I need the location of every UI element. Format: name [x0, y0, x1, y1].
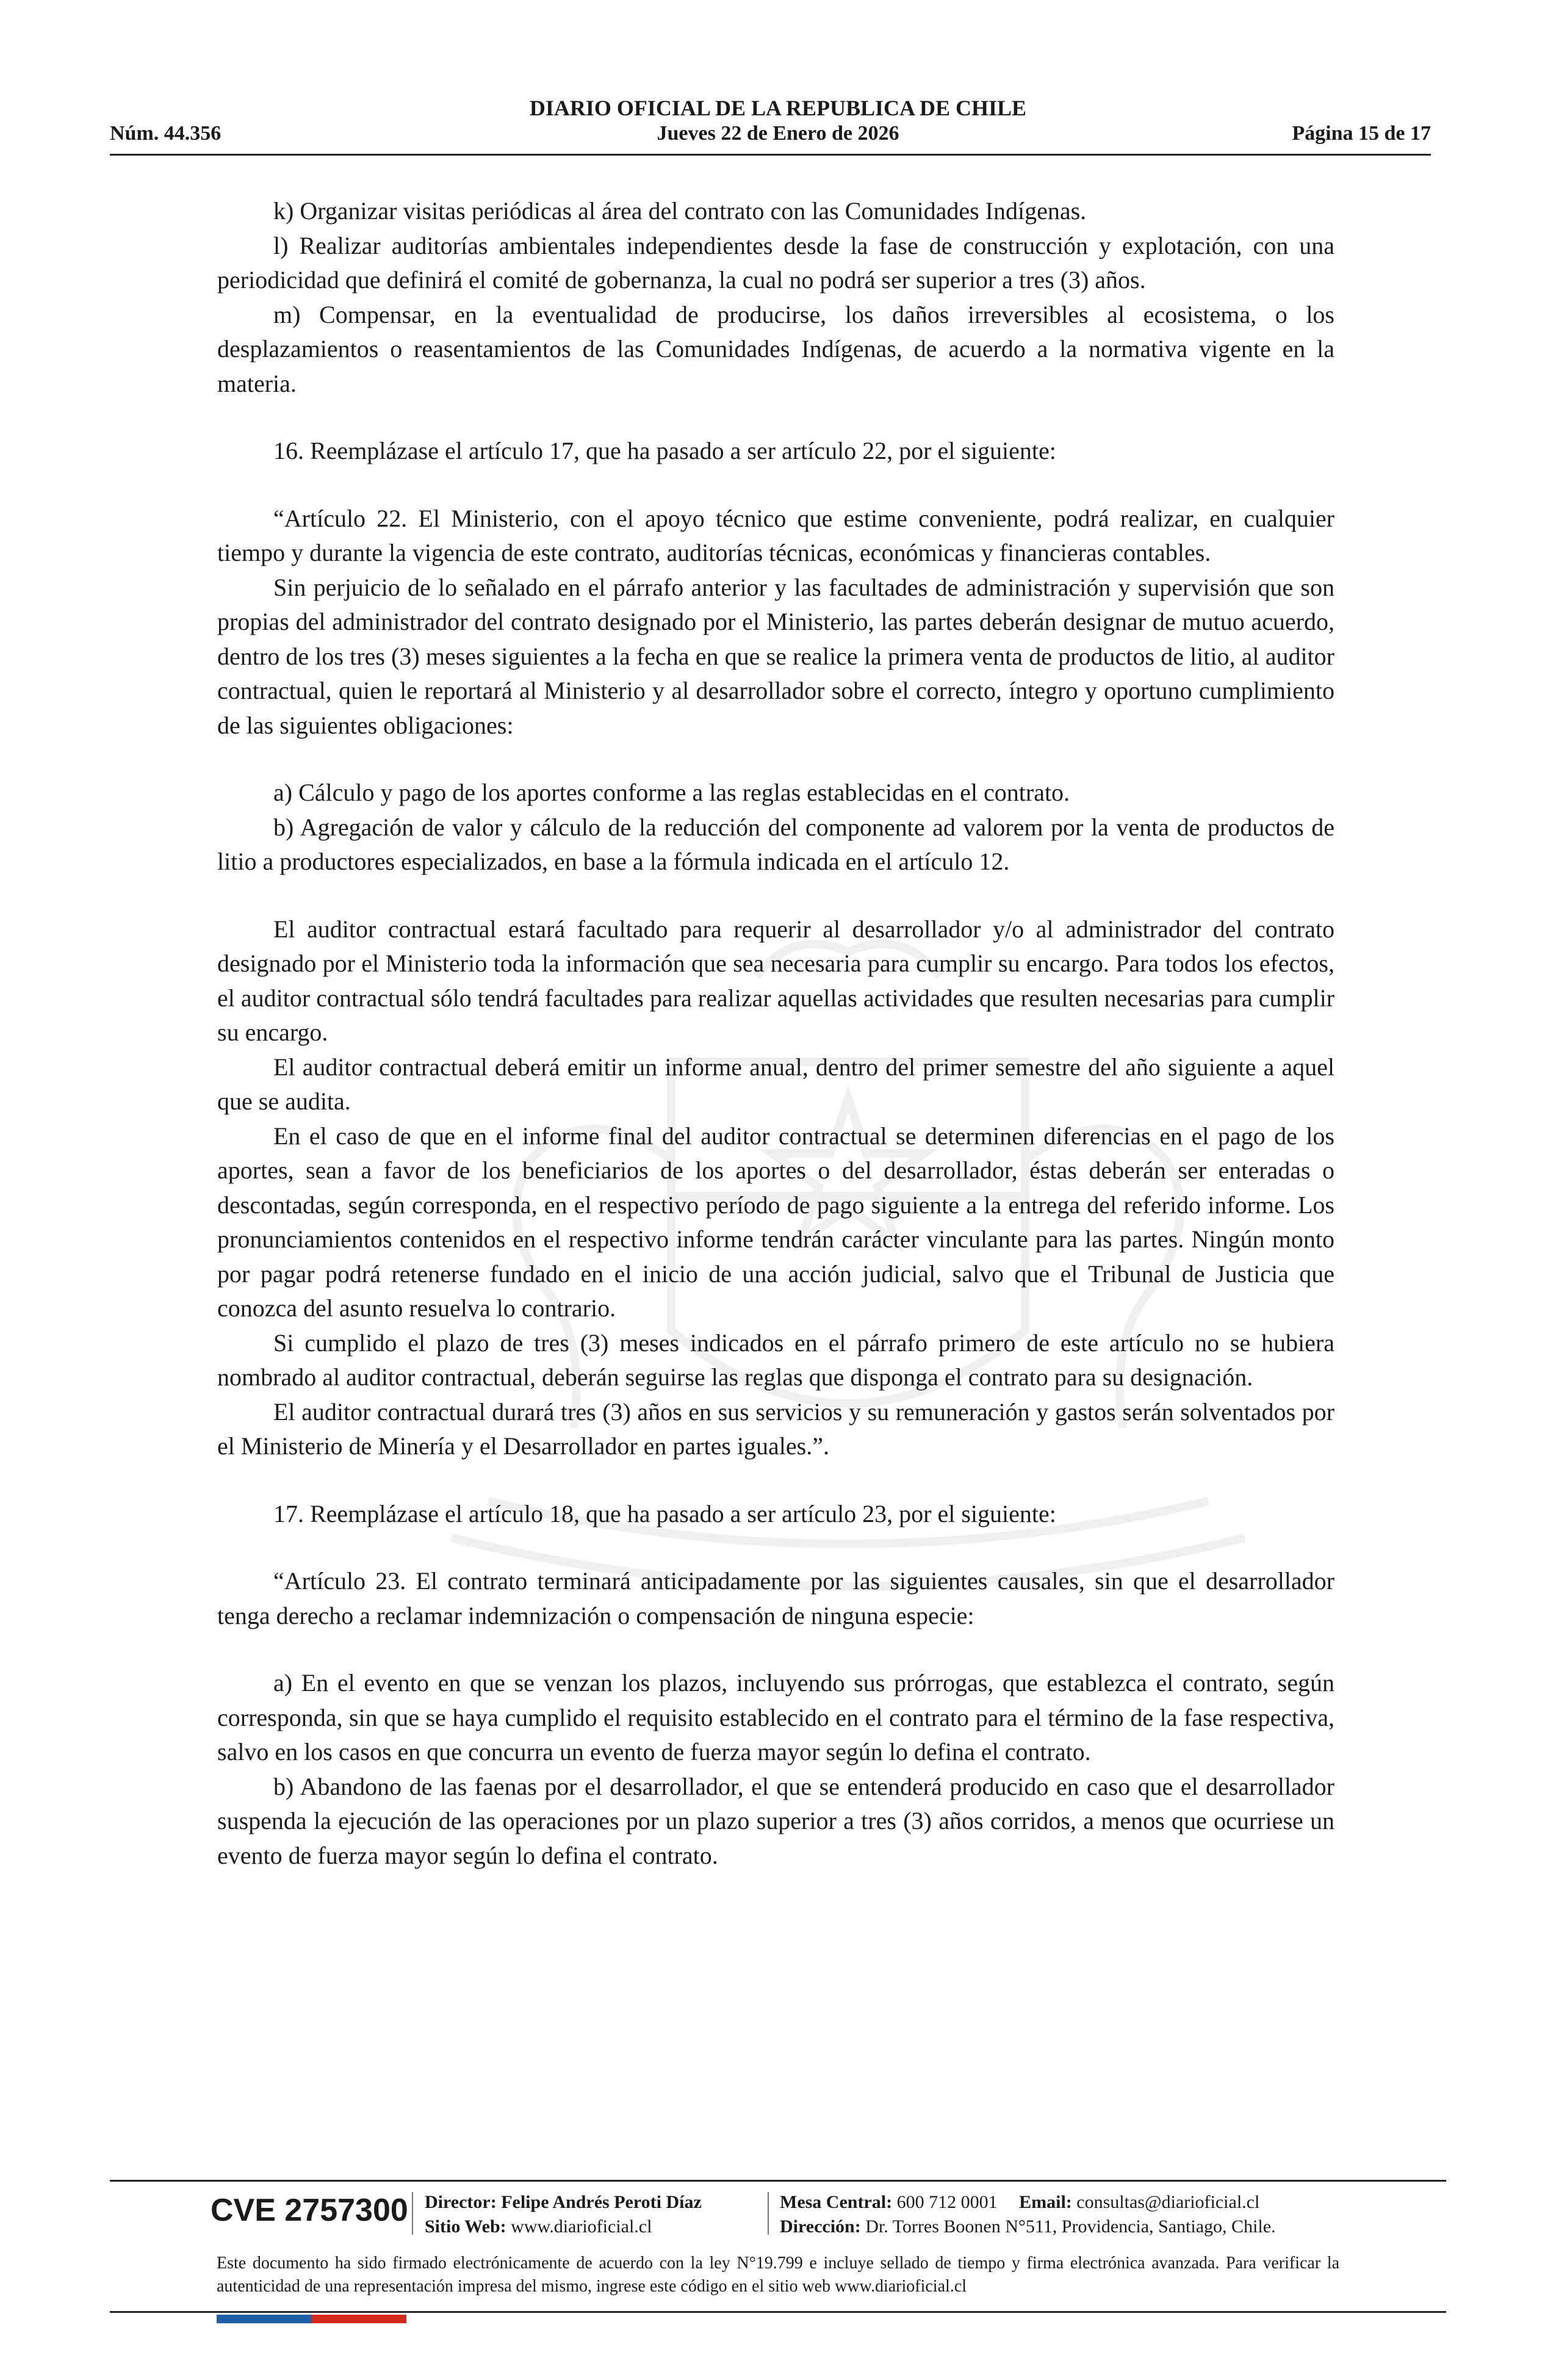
flag-bar-red — [311, 2315, 406, 2323]
email-link[interactable]: consultas@diarioficial.cl — [1076, 2192, 1260, 2212]
paragraph-item-k: k) Organizar visitas periódicas al área del contrato con las Comunidades Indígenas. — [273, 197, 1087, 225]
website-link[interactable]: www.diarioficial.cl — [511, 2216, 652, 2237]
article-23-item-a: a) En el evento en que se venzan los plazos, incluyendo sus prórrogas, que establezca el contrato, según corresponda, sin que se haya cumplido el requisito establecido en el contrato para el término de la fase respectiva, salvo en los casos en que concurra un evento de fuerza mayor según lo defina el contrato. — [217, 1669, 1334, 1765]
article-23-intro: “Artículo 23. El contrato terminará anticipadamente por las siguientes causales, sin que el desarrollador tenga derecho a reclamar indemnización o compensación de ninguna especie: — [217, 1567, 1334, 1629]
article-22-paragraph: En el caso de que en el informe final del auditor contractual se determinen diferencias en el pago de los aportes, sean a favor de los beneficiarios de los aportes o del desarrollador, éstas deberán ser enteradas o descontadas, según corresponda, en el respectivo período de pago siguiente a la entrega del referido informe. Los pronunciamientos contenidos en el respectivo informe tendrán carácter vinculante para las partes. Ningún monto por pagar podrá retenerse fundado en el inicio de una acción judicial, salvo que el Tribunal de Justicia que conozca del asunto resuelva lo contrario. — [217, 1122, 1334, 1322]
footer-divider — [768, 2192, 769, 2235]
article-22-item-b: b) Agregación de valor y cálculo de la reducción del componente ad valorem por la venta de productos de litio a productores especializados, en base a la fórmula indicada en el artículo 12. — [217, 813, 1334, 875]
footer-address — [780, 2216, 1276, 2237]
phone-value: 600 712 0001 — [896, 2192, 998, 2212]
article-22-item-a: a) Cálculo y pago de los aportes conforme a las reglas establecidas en el contrato. — [273, 779, 1070, 806]
director-label: Director: — [425, 2192, 497, 2212]
article-22-paragraph: El auditor contractual durará tres (3) años en sus servicios y su remuneración y gastos serán solventados por el Ministerio de Minería y el Desarrollador en partes iguales.”. — [217, 1397, 1334, 1460]
article-22-paragraph: El auditor contractual deberá emitir un informe anual, dentro del primer semestre del año siguiente a aquel que se audita. — [217, 1053, 1334, 1115]
footer-website — [425, 2216, 652, 2237]
article-22-paragraph: El auditor contractual estará facultado para requerir al desarrollador y/o al administrador del contrato designado por el Ministerio toda la información que sea necesaria para cumplir su encargo. Para todos los efectos, el auditor contractual sólo tendrá facultades para realizar aquellas actividades que resulten necesarias para cumplir su encargo. — [217, 915, 1334, 1046]
issue-number: Núm. 44.356 — [110, 122, 222, 145]
amendment-17: 17. Reemplázase el artículo 18, que ha pasado a ser artículo 23, por el siguiente: — [273, 1499, 1056, 1527]
gazette-title: DIARIO OFICIAL DE LA REPUBLICA DE CHILE — [529, 96, 1027, 120]
issue-date: Jueves 22 de Enero de 2026 — [657, 122, 899, 145]
document-body — [217, 194, 1334, 1873]
address-value: Dr. Torres Boonen N°511, Providencia, Santiago, Chile. — [865, 2216, 1276, 2237]
article-22-intro: “Artículo 22. El Ministerio, con el apoyo técnico que estime conveniente, podrá realizar, en cualquier tiempo y durante la vigencia de este contrato, auditorías técnicas, económicas y financieras contables. — [217, 504, 1334, 566]
footer-divider — [412, 2192, 413, 2235]
address-label: Dirección: — [780, 2216, 861, 2237]
footer-contact — [780, 2192, 1259, 2213]
header-rule — [110, 154, 1431, 156]
footer-bottom-rule — [110, 2311, 1446, 2313]
flag-bar-blue — [217, 2315, 311, 2323]
paragraph-item-l: l) Realizar auditorías ambientales independientes desde la fase de construcción y explotación, con una periodicidad que definirá el comité de gobernanza, la cual no podrá ser superior a tres (3) años. — [217, 231, 1334, 294]
website-label: Sitio Web: — [425, 2216, 506, 2237]
page-number: Página 15 de 17 — [1292, 122, 1431, 145]
amendment-16: 16. Reemplázase el artículo 17, que ha pasado a ser artículo 22, por el siguiente: — [273, 437, 1056, 464]
cve-code: CVE 2757300 — [211, 2193, 408, 2228]
phone-label: Mesa Central: — [780, 2192, 893, 2212]
footer-director — [425, 2192, 702, 2213]
footer-top-rule — [110, 2180, 1446, 2182]
article-22-paragraph: Si cumplido el plazo de tres (3) meses indicados en el párrafo primero de este artículo no se hubiera nombrado al auditor contractual, deberán seguirse las reglas que disponga el contrato para su designación. — [217, 1329, 1334, 1391]
signature-notice: Este documento ha sido firmado electrónicamente de acuerdo con la ley N°19.799 e incluye sellado de tiempo y firma electrónica avanzada. Para verificar la autenticidad de una representación impresa del mismo, ingrese este código en el sitio web www.diarioficial.cl — [217, 2254, 1339, 2296]
article-22-paragraph: Sin perjuicio de lo señalado en el párrafo anterior y las facultades de administración y supervisión que son propias del administrador del contrato designado por el Ministerio, las partes deberán designar de mutuo acuerdo, dentro de los tres (3) meses siguientes a la fecha en que se realice la primera venta de productos de litio, al auditor contractual, quien le reportará al Ministerio y al desarrollador sobre el correcto, íntegro y oportuno cumplimiento de las siguientes obligaciones: — [217, 573, 1334, 739]
article-23-item-b: b) Abandono de las faenas por el desarrollador, el que se entenderá producido en caso que el desarrollador suspenda la ejecución de las operaciones por un plazo superior a tres (3) años corridos, a menos que ocurriese un evento de fuerza mayor según lo defina el contrato. — [217, 1772, 1334, 1869]
paragraph-item-m: m) Compensar, en la eventualidad de producirse, los daños irreversibles al ecosistema, o los desplazamientos o reasentamientos de las Comunidades Indígenas, de acuerdo a la normativa vigente en la materia. — [217, 300, 1334, 397]
email-label: Email: — [1019, 2192, 1072, 2212]
director-name: Felipe Andrés Peroti Díaz — [501, 2192, 702, 2212]
